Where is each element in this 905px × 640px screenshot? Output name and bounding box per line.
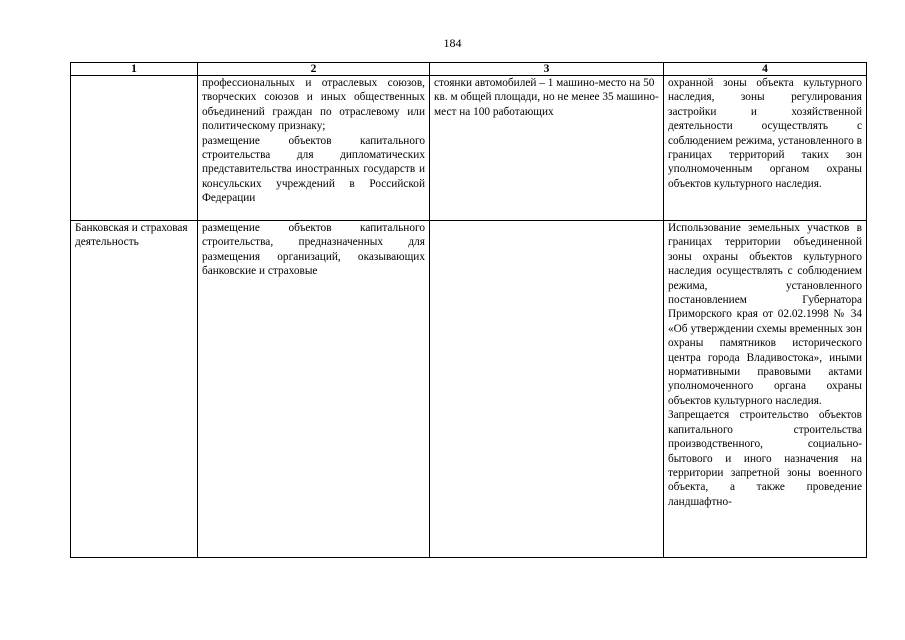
use-type-cell: Банковская и страховая деятельность xyxy=(71,221,198,558)
restrictions-text: Использование земельных участков в границах территории объединенной зоны охраны объектов культурного наследия осуществлять с соблюдением режима, установленного постановлением Губернатора Приморского края от 02.02.1998 № 34 «Об утверждении схемы временных зон охраны памятников исторического центра города Владивостока», иными нормативными правовыми актами уполномоченного органа охраны объектов культурного наследия. xyxy=(668,222,862,407)
parking-requirements-cell: стоянки автомобилей – 1 машино-место на 50 кв. м общей площади, но не менее 35 машино-мест на 100 работающих xyxy=(430,76,664,221)
column-header: 4 xyxy=(664,63,867,76)
permitted-use-text: профессиональных и отраслевых союзов, творческих союзов и иных общественных объединений граждан по отраслевому или политическому признаку; xyxy=(202,77,425,133)
permitted-use-text: размещение объектов капитального строительства, предназначенных для размещения организаций, оказывающих банковские и страховые xyxy=(202,222,425,278)
table-header-row xyxy=(71,63,867,76)
regulation-table xyxy=(70,62,867,558)
permitted-use-cell xyxy=(198,76,430,221)
restrictions-text: Запрещается строительство объектов капитального строительства производственного, социально-бытового и иного назначения на территории запретной зоны военного объекта, а также проведение ландшафтно- xyxy=(668,409,862,508)
column-header: 1 xyxy=(71,63,198,76)
permitted-use-text: размещение объектов капитального строительства для дипломатических представительства иностранных государств и консульских учреждений в Российской Федерации xyxy=(202,134,425,205)
restrictions-cell xyxy=(664,221,867,558)
permitted-use-cell xyxy=(198,221,430,558)
column-header: 2 xyxy=(198,63,430,76)
page-number: 184 xyxy=(443,36,462,50)
restrictions-cell: охранной зоны объекта культурного наследия, зоны регулирования застройки и хозяйственной деятельности осуществлять с соблюдением режима, установленного в границах территорий таких зон уполномоченным органом охраны объектов культурного наследия. xyxy=(664,76,867,221)
parking-requirements-cell xyxy=(430,221,664,558)
column-header: 3 xyxy=(430,63,664,76)
table-row xyxy=(71,221,867,558)
use-type-cell xyxy=(71,76,198,221)
table-row xyxy=(71,76,867,221)
